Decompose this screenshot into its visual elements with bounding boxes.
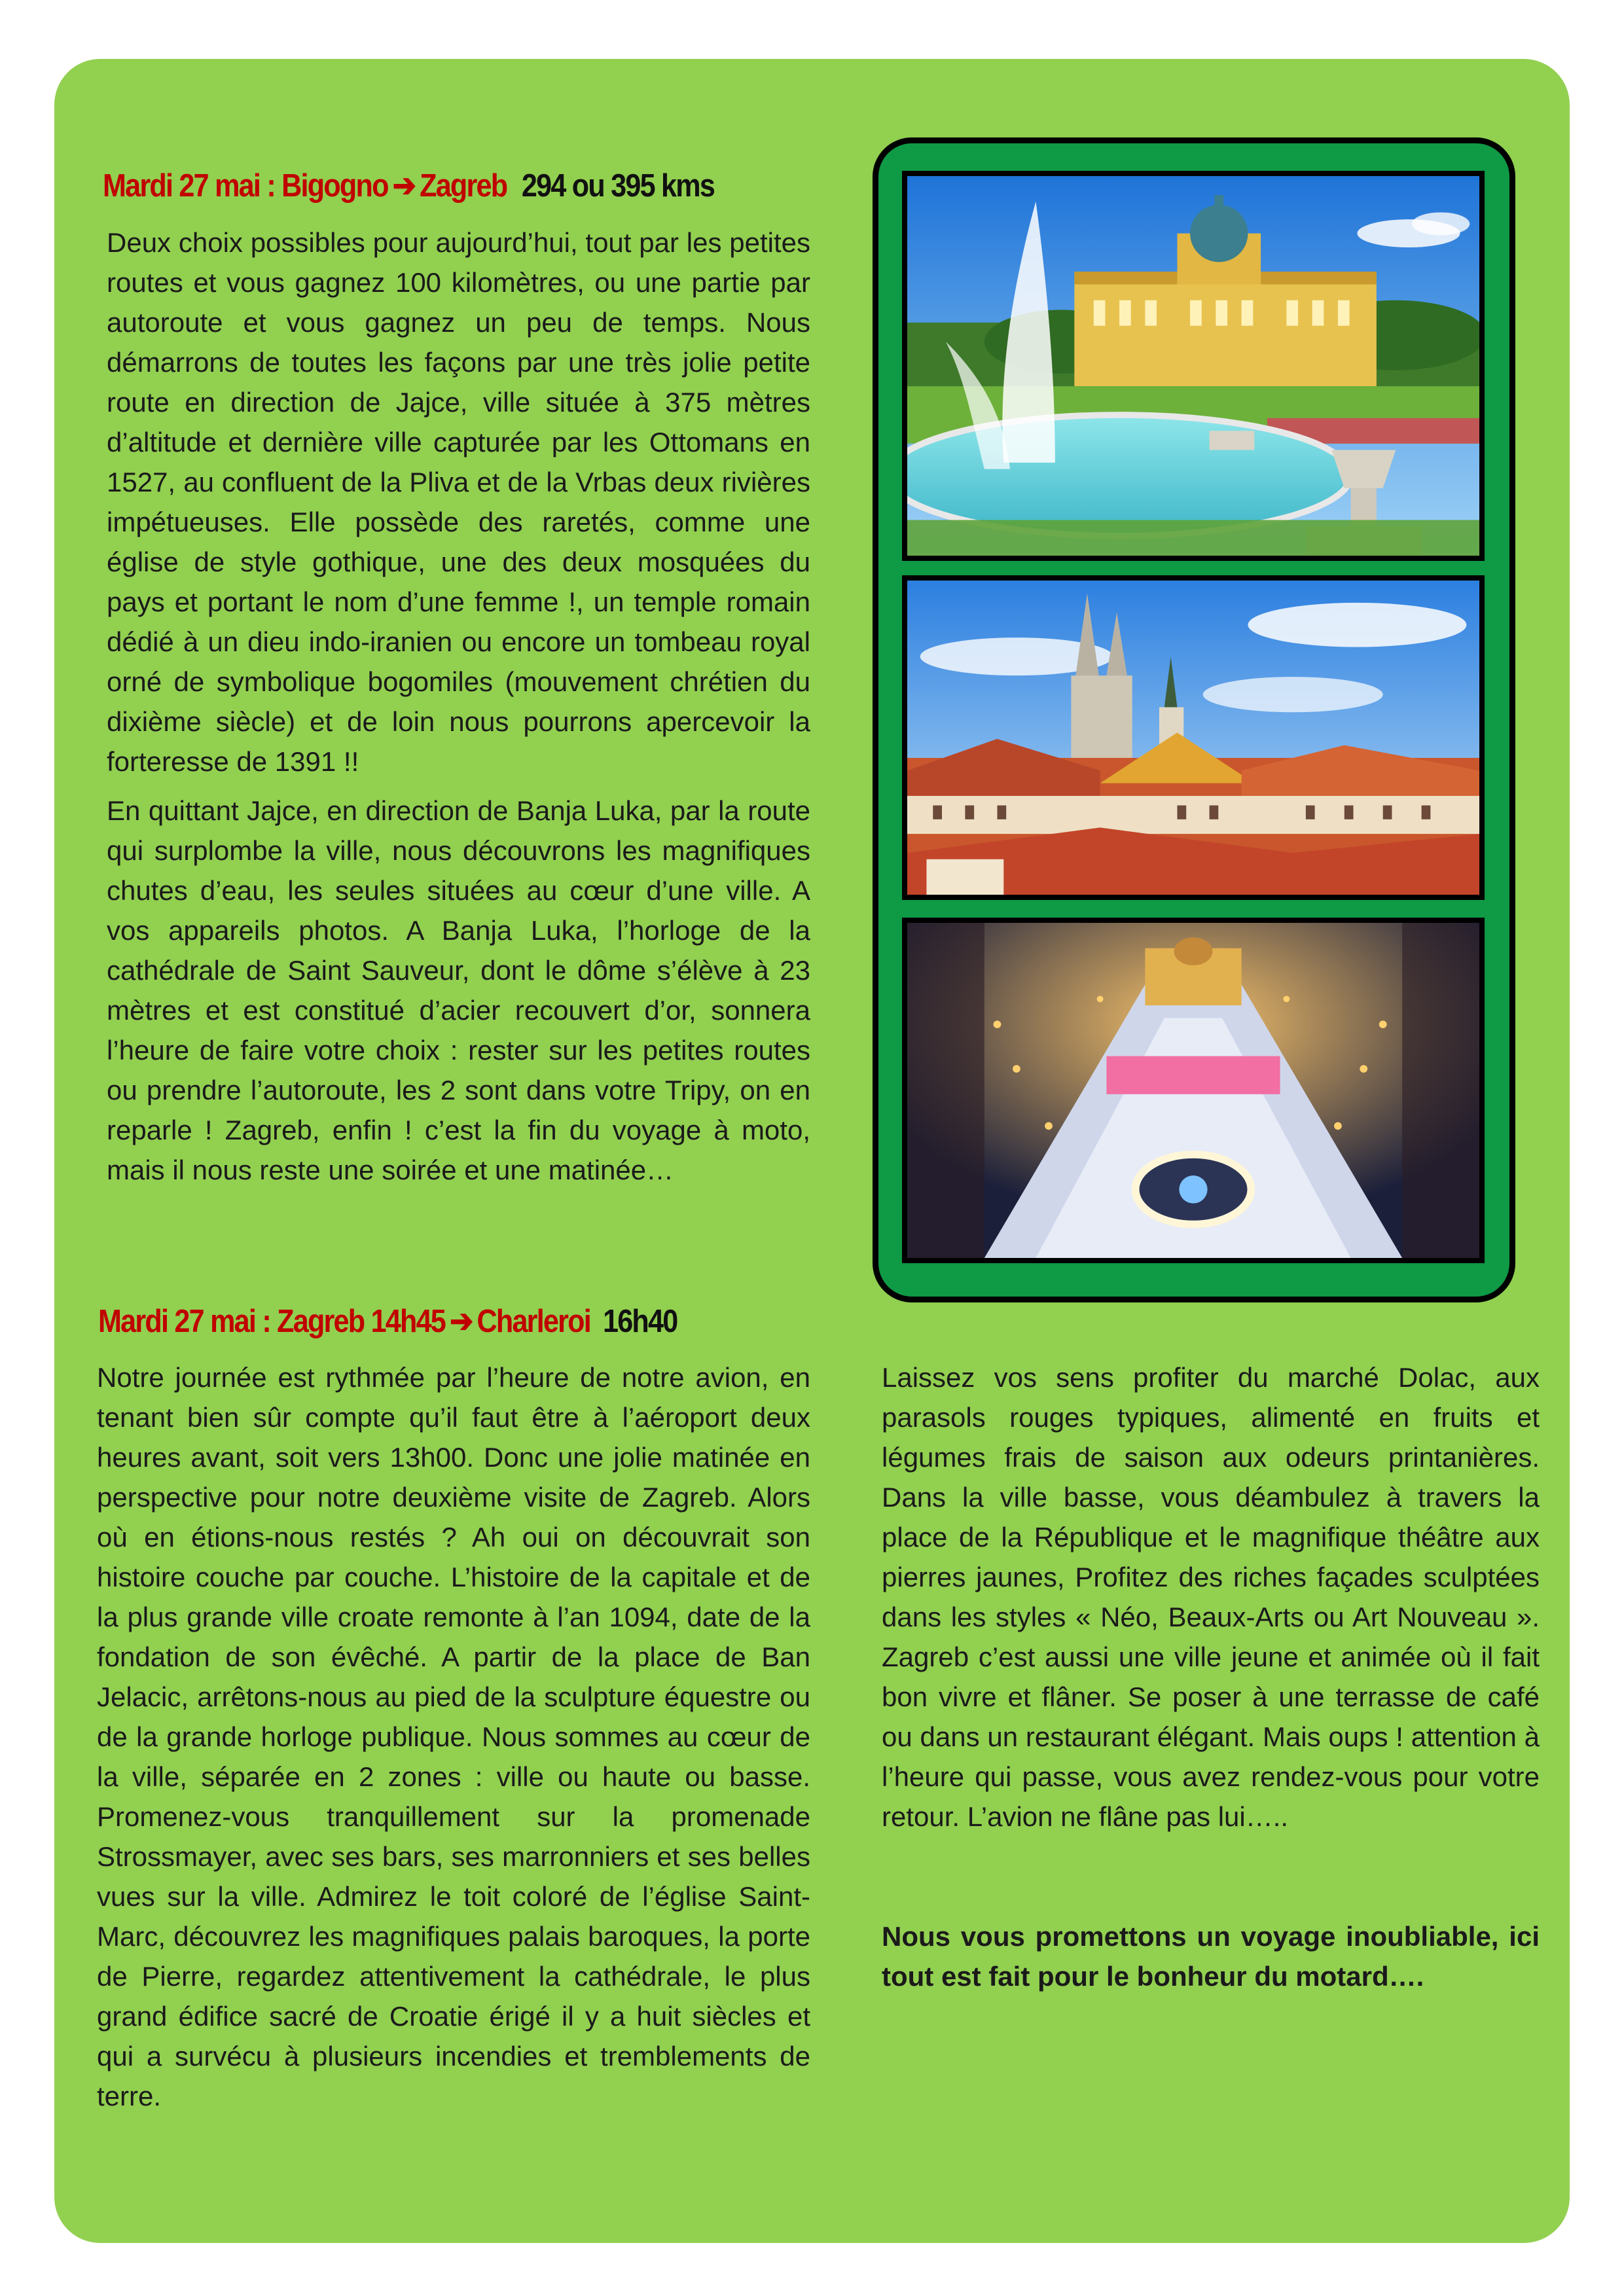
- cathedral-rooftops-photo: [902, 575, 1485, 900]
- section2-right-paragraph: Laissez vos sens profiter du marché Dolac, aux parasols rouges typiques, alimenté en fruits et légumes frais de saison aux odeurs printanières. Dans la ville basse, vous déambulez à travers la place de la République et le magnifique théâtre aux pierres jaunes, Profitez des riches façades sculptées dans les styles « Néo, Beaux-Arts ou Art Nouveau ». Zagreb c’est aussi une ville jeune et animée où il fait bon vivre et flâner. Se poser à une terrasse de café ou dans un restaurant élégant. Mais oups ! attention à l’heure qui passe, vous avez rendez-vous pour votre retour. L’avion ne flâne pas lui…..: [882, 1362, 1540, 1832]
- section2-route-end: Charleroi: [477, 1304, 590, 1339]
- section2-left-paragraph: Notre journée est rythmée par l’heure de notre avion, en tenant bien sûr compte qu’il faut être à l’aéroport deux heures avant, soit vers 13h00. Donc une jolie matinée en perspective pour notre deuxième visite de Zagreb. Alors où en étions-nous restés ? Ah oui on découvrait son histoire couche par couche. L’histoire de la capitale et de la plus grande ville croate remonte à l’an 1094, date de la fondation de son évêché. A partir de la place de Ban Jelacic, arrêtons-nous au pied de la sculpture équestre ou de la grande horloge publique. Nous sommes au cœur de la ville, séparée en 2 zones : ville ou haute ou basse. Promenez-vous tranquillement sur la promenade Strossmayer, avec ses bars, ses marronniers et ses belles vues sur la ville. Admirez le toit coloré de l’église Saint-Marc, découvrez les magnifiques palais baroques, la porte de Pierre, regardez attentivement la cathédrale, le plus grand édifice sacré de Croatie érigé il y a huit siècles et qui a survécu à plusieurs incendies et tremblements de terre.: [97, 1362, 810, 2111]
- winter-square-night-photo: [902, 918, 1485, 1263]
- section2-left-text: [97, 1357, 810, 2116]
- section2-right-text: [882, 1357, 1540, 1996]
- section1-heading: [103, 167, 714, 204]
- arrow-right-icon: ➔: [450, 1304, 473, 1339]
- section1-route-end: Zagreb: [420, 168, 507, 204]
- closing-statement: Nous vous promettons un voyage inoubliable, ici tout est fait pour le bonheur du motard….: [882, 1921, 1540, 1992]
- section2-time: 16h40: [602, 1304, 677, 1339]
- section2-heading: [98, 1302, 677, 1340]
- section1-paragraph-1: Deux choix possibles pour aujourd’hui, tout par les petites routes et vous gagnez 100 kilomètres, ou une partie par autoroute et vous gagnez un peu de temps. Nous démarrons de toutes les façons par une très jolie petite route en direction de Jajce, ville située à 375 mètres d’altitude et dernière ville capturée par les Ottomans en 1527, au confluent de la Pliva et de la Vrbas deux rivières impétueuses. Elle possède des raretés, comme une église de style gothique, une des deux mosquées du pays et portant le nom d’une femme !, un temple romain dédié à un dieu indo-iranien ou encore un tombeau royal orné de symbolique bogomiles (mouvement chrétien du dixième siècle) et de loin nous pourrons apercevoir la forteresse de 1391 !!: [107, 227, 810, 777]
- fountain-palace-photo: [902, 171, 1485, 561]
- section2-route-start: Mardi 27 mai : Zagreb 14h45: [98, 1304, 446, 1339]
- section1-paragraph-2: En quittant Jajce, en direction de Banja Luka, par la route qui surplombe la ville, nous découvrons les magnifiques chutes d’eau, les seules situées au cœur d’une ville. A vos appareils photos. A Banja Luka, l’horloge de la cathédrale de Saint Sauveur, dont le dôme s’élève à 23 mètres et est constitué d’acier recouvert d’or, sonnera l’heure de faire votre choix : rester sur les petites routes ou prendre l’autoroute, les 2 sont dans votre Tripy, on en reparle ! Zagreb, enfin ! c’est la fin du voyage à moto, mais il nous reste une soirée et une matinée…: [107, 795, 810, 1185]
- arrow-right-icon: ➔: [392, 168, 416, 204]
- section1-text: [107, 223, 810, 1190]
- section1-distance: 294 ou 395 kms: [521, 168, 715, 204]
- section1-route-start: Mardi 27 mai : Bigogno: [103, 168, 388, 204]
